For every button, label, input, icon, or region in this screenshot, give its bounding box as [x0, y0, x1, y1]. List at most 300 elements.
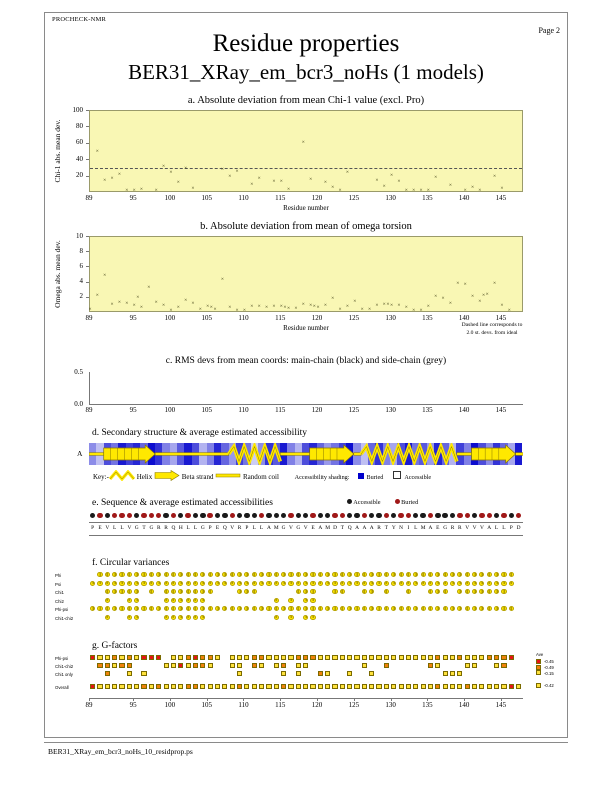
dot-cell: [346, 512, 353, 519]
data-point: ×: [103, 176, 107, 183]
cv-cell: [118, 581, 125, 587]
cv-tick: [180, 573, 181, 575]
cv-cell: [471, 598, 478, 604]
circular-variance-marker: [465, 572, 470, 577]
circular-variance-marker: [457, 606, 462, 611]
dot-cell: [331, 512, 338, 519]
gf-cell: [405, 684, 412, 690]
y-axis-tick: [86, 110, 89, 111]
cv-cell: [442, 581, 449, 587]
cv-cell: [434, 606, 441, 612]
cv-cell: [302, 572, 309, 578]
buried-residue-dot: [119, 513, 124, 518]
cv-cell: [412, 606, 419, 612]
dot-cell: [273, 512, 280, 519]
gfactor-box: [494, 655, 499, 660]
circular-variance-marker: [105, 606, 110, 611]
cv-cell: [295, 572, 302, 578]
cv-tick: [430, 573, 431, 575]
data-point: ×: [301, 139, 305, 146]
circular-variance-marker: [141, 606, 146, 611]
cv-cell: [199, 606, 206, 612]
sequence-letter: V: [289, 525, 293, 531]
circular-variance-marker: [509, 606, 514, 611]
gf-cell: [221, 671, 228, 677]
circular-variance-marker: [472, 572, 477, 577]
circular-variance-marker: [354, 572, 359, 577]
circular-variance-marker: [310, 606, 315, 611]
cv-tick: [371, 573, 372, 575]
gf-cell: [478, 663, 485, 669]
x-axis-tick-label: 95: [129, 194, 137, 202]
gf-cell: [375, 663, 382, 669]
cv-cell: [111, 606, 118, 612]
gfactor-box: [237, 671, 242, 676]
cv-cell: [375, 606, 382, 612]
cv-cell: [295, 615, 302, 621]
sequence-letter: E: [436, 525, 440, 531]
circular-variance-marker: [164, 589, 169, 594]
cv-tick: [430, 582, 431, 584]
dot-cell: [214, 512, 221, 519]
cv-cell: [331, 572, 338, 578]
buried-residue-dot: [457, 513, 462, 518]
dot-cell: [383, 512, 390, 519]
cv-cell: [96, 606, 103, 612]
gf-cell: [478, 655, 485, 661]
sequence-letter: T: [384, 525, 389, 531]
gf-cell: [427, 684, 434, 690]
gf-cell: [243, 663, 250, 669]
cv-tick: [92, 582, 93, 584]
gf-cell: [89, 671, 96, 677]
dot-cell: [390, 512, 397, 519]
gf-cell: [442, 655, 449, 661]
cv-cell: [493, 615, 500, 621]
circular-variance-marker: [472, 589, 477, 594]
gf-cell: [126, 684, 133, 690]
circular-variance-marker: [391, 606, 396, 611]
circular-variance-marker: [391, 572, 396, 577]
cv-tick: [144, 582, 145, 584]
circular-variance-marker: [376, 572, 381, 577]
gfactor-box: [127, 663, 132, 668]
cv-tick: [269, 607, 270, 609]
data-point: ×: [235, 306, 239, 313]
data-point: ×: [110, 300, 114, 307]
cv-cell: [192, 598, 199, 604]
cv-tick: [276, 607, 277, 609]
gf-cell: [309, 663, 316, 669]
gf-cell: [214, 671, 221, 677]
cv-cell: [508, 615, 515, 621]
gf-cell: [412, 655, 419, 661]
cv-cell: [221, 615, 228, 621]
y-axis-tick-label: 40: [76, 154, 83, 163]
cv-tick: [408, 582, 409, 584]
cv-cell: [170, 598, 177, 604]
cv-tick: [217, 607, 218, 609]
gf-row: [89, 655, 523, 661]
cv-cell: [118, 589, 125, 595]
data-point: ×: [242, 306, 247, 313]
cv-tick: [408, 573, 409, 575]
data-point: ×: [419, 186, 423, 193]
gf-cell: [295, 671, 302, 677]
circular-variance-marker: [208, 606, 213, 611]
circular-variance-marker: [266, 606, 271, 611]
dot-cell: [361, 512, 368, 519]
cv-cell: [295, 589, 302, 595]
circular-variance-marker: [435, 606, 440, 611]
cv-cell: [111, 581, 118, 587]
circular-variance-marker: [252, 581, 257, 586]
panel-b-title: b. Absolute deviation from mean of omega torsion: [200, 221, 412, 232]
cv-tick: [114, 590, 115, 592]
circular-variance-marker: [134, 606, 139, 611]
circular-variance-marker: [443, 581, 448, 586]
sequence-letter: L: [494, 525, 499, 531]
circular-variance-marker: [274, 615, 279, 620]
cv-cell: [199, 598, 206, 604]
gf-x-tick-label: 110: [238, 701, 249, 709]
cv-cell: [493, 606, 500, 612]
cv-cell: [302, 598, 309, 604]
gf-cell: [397, 684, 404, 690]
gf-cell: [148, 663, 155, 669]
sequence-letter: P: [245, 525, 249, 531]
circular-variance-marker: [399, 572, 404, 577]
circular-variance-marker: [178, 589, 183, 594]
gfactor-box: [384, 684, 389, 689]
cv-cell: [449, 598, 456, 604]
cv-cell: [405, 572, 412, 578]
gf-row-label: Chi1-chi2: [55, 664, 74, 669]
buried-residue-dot: [362, 513, 367, 518]
cv-cell: [346, 606, 353, 612]
dot-cell: [221, 512, 228, 519]
gf-cell: [104, 684, 111, 690]
x-axis-label: Residue number: [283, 324, 329, 332]
gfactor-box: [105, 655, 110, 660]
cv-tick: [291, 582, 292, 584]
gf-cell: [155, 684, 162, 690]
circular-variance-marker: [288, 581, 293, 586]
circular-variance-marker: [186, 606, 191, 611]
panel-f-title: f. Circular variances: [92, 558, 170, 568]
gfactor-box: [391, 655, 396, 660]
gf-cell: [162, 655, 169, 661]
cv-cell: [515, 606, 522, 612]
gf-cell: [471, 663, 478, 669]
cv-cell: [126, 615, 133, 621]
gfactor-box: [97, 655, 102, 660]
gf-cell: [273, 663, 280, 669]
dot-cell: [96, 512, 103, 519]
gf-cell: [251, 684, 258, 690]
cv-tick: [122, 582, 123, 584]
cv-cell: [184, 572, 191, 578]
gfactor-box: [274, 655, 279, 660]
dot-cell: [449, 512, 456, 519]
cv-cell: [287, 581, 294, 587]
cv-cell: [331, 606, 338, 612]
circular-variance-marker: [369, 606, 374, 611]
cv-cell: [405, 615, 412, 621]
data-point: ×: [470, 293, 475, 300]
cv-cell: [280, 572, 287, 578]
gfactor-box: [105, 663, 110, 668]
circular-variance-marker: [215, 572, 220, 577]
dot-cell: [324, 512, 331, 519]
data-point: ×: [375, 302, 379, 309]
circular-variance-marker: [479, 606, 484, 611]
gf-cell: [89, 655, 96, 661]
cv-tick: [188, 607, 189, 609]
cv-cell: [508, 572, 515, 578]
gfactor-box: [208, 655, 213, 660]
cv-cell: [361, 581, 368, 587]
cv-cell: [104, 615, 111, 621]
gfactor-box: [127, 671, 132, 676]
data-point: ×: [390, 302, 394, 309]
accessible-residue-dot: [376, 513, 381, 518]
cv-tick: [467, 573, 468, 575]
dot-cell: [302, 512, 309, 519]
circular-variance-marker: [281, 606, 286, 611]
cv-tick: [202, 599, 203, 601]
dot-cell: [184, 512, 191, 519]
circular-variance-marker: [149, 581, 154, 586]
cv-cell: [515, 615, 522, 621]
cv-tick: [474, 582, 475, 584]
dot-cell: [442, 512, 449, 519]
gf-cell: [280, 684, 287, 690]
gf-cell: [199, 655, 206, 661]
cv-tick: [504, 607, 505, 609]
cv-tick: [313, 590, 314, 592]
gf-cell: [405, 655, 412, 661]
buried-residue-dot: [207, 513, 212, 518]
dot-cell: [508, 512, 515, 519]
cv-cell: [133, 598, 140, 604]
circular-variance-marker: [200, 606, 205, 611]
data-point: ×: [191, 300, 195, 307]
circular-variance-marker: [310, 581, 315, 586]
circular-variance-marker: [428, 581, 433, 586]
gf-cell: [383, 655, 390, 661]
cv-cell: [471, 606, 478, 612]
cv-tick: [114, 582, 115, 584]
circular-variance-marker: [200, 581, 205, 586]
cv-tick: [283, 573, 284, 575]
accessible-residue-dot: [391, 513, 396, 518]
cv-tick: [202, 582, 203, 584]
y-axis-tick-label: 6: [79, 261, 83, 270]
circular-variance-marker: [178, 598, 183, 603]
cv-tick: [305, 616, 306, 618]
cv-tick: [210, 573, 211, 575]
gf-cell: [184, 671, 191, 677]
cv-tick: [136, 607, 137, 609]
sequence-letter: L: [414, 525, 418, 531]
cv-tick: [445, 607, 446, 609]
cv-tick: [144, 607, 145, 609]
gfactor-box: [186, 684, 191, 689]
c-x-tick-label: 120: [311, 406, 323, 414]
cv-cell: [331, 589, 338, 595]
dot-cell: [464, 512, 471, 519]
cv-cell: [324, 606, 331, 612]
gfactor-box: [457, 671, 462, 676]
circular-variance-marker: [178, 615, 183, 620]
sequence-letter: M: [325, 525, 331, 531]
circular-variance-marker: [105, 589, 110, 594]
data-point: ×: [161, 163, 166, 169]
gf-cell: [148, 671, 155, 677]
cv-tick: [151, 582, 152, 584]
cv-tick: [276, 616, 277, 618]
buried-residue-dot: [487, 513, 492, 518]
circular-variance-marker: [288, 606, 293, 611]
cv-cell: [493, 572, 500, 578]
cv-cell: [324, 598, 331, 604]
cv-cell: [500, 581, 507, 587]
cv-tick: [188, 590, 189, 592]
accessible-residue-dot: [472, 513, 477, 518]
gfactor-box: [362, 655, 367, 660]
gfactor-box: [141, 684, 146, 689]
data-point: ×: [283, 303, 287, 310]
x-axis-tick-label: 100: [164, 194, 176, 202]
gfactor-box: [391, 684, 396, 689]
cv-tick: [415, 607, 416, 609]
x-axis-tick-label: 130: [385, 194, 396, 202]
circular-variance-marker: [259, 581, 264, 586]
circular-variance-marker: [193, 598, 198, 603]
gf-cell: [192, 655, 199, 661]
gf-cell: [375, 671, 382, 677]
data-point: ×: [228, 173, 232, 180]
gfactor-box: [127, 684, 132, 689]
cv-tick: [474, 607, 475, 609]
cv-tick: [460, 607, 461, 609]
cv-cell: [192, 572, 199, 578]
gf-axis-line: [89, 698, 523, 699]
accessible-residue-dot: [354, 513, 359, 518]
gf-cell: [493, 655, 500, 661]
dot-cell: [207, 512, 214, 519]
circular-variance-marker: [450, 581, 455, 586]
sequence-letter: A: [487, 525, 492, 531]
buried-residue-dot: [97, 513, 102, 518]
data-point: ×: [360, 306, 364, 313]
gf-legend-value: -0.15: [544, 670, 554, 676]
circular-variance-marker: [119, 606, 124, 611]
c-y-tick-label: 0.5: [74, 367, 83, 376]
gf-cell: [89, 684, 96, 690]
gf-cell: [170, 684, 177, 690]
circular-variance-marker: [354, 606, 359, 611]
cv-cell: [390, 581, 397, 587]
gf-cell: [155, 671, 162, 677]
data-point: ×: [323, 302, 327, 309]
circular-variance-marker: [112, 572, 117, 577]
gf-cell: [427, 655, 434, 661]
gfactor-box: [354, 684, 359, 689]
cv-cell: [295, 606, 302, 612]
circular-variance-marker: [105, 572, 110, 577]
cv-tick: [225, 573, 226, 575]
gf-cell: [295, 655, 302, 661]
dot-cell: [162, 512, 169, 519]
gf-x-tick-label: 120: [311, 701, 323, 709]
accessible-residue-dot: [420, 513, 425, 518]
gfactor-box: [413, 684, 418, 689]
gfactor-box: [465, 663, 470, 668]
gf-cell: [464, 684, 471, 690]
circular-variance-marker: [97, 606, 102, 611]
cv-cell: [192, 615, 199, 621]
circular-variance-marker: [164, 598, 169, 603]
cv-tick: [482, 573, 483, 575]
cv-cell: [177, 572, 184, 578]
gfactor-box: [318, 684, 323, 689]
dot-cell: [118, 512, 125, 519]
cv-cell: [419, 606, 426, 612]
data-point: ×: [312, 303, 316, 310]
data-point: ×: [95, 291, 99, 298]
data-point: ×: [426, 303, 430, 310]
sequence-letter: E: [215, 525, 220, 531]
gf-cell: [375, 684, 382, 690]
sequence-letter: E: [311, 525, 315, 531]
data-point: ×: [176, 179, 180, 186]
cv-tick: [210, 607, 211, 609]
circular-variance-marker: [97, 572, 102, 577]
data-point: ×: [154, 299, 158, 306]
circular-variance-marker: [362, 581, 367, 586]
cv-tick: [460, 573, 461, 575]
circular-variance-marker: [186, 598, 191, 603]
cv-cell: [368, 589, 375, 595]
cv-tick: [445, 590, 446, 592]
cv-cell: [427, 606, 434, 612]
data-point: ×: [500, 302, 504, 309]
cv-cell: [177, 581, 184, 587]
gf-cell: [353, 663, 360, 669]
cv-tick: [173, 582, 174, 584]
cv-cell: [317, 589, 324, 595]
cv-tick: [320, 607, 321, 609]
gfactor-box: [443, 684, 448, 689]
x-axis-tick-label: 120: [311, 194, 323, 202]
data-point: ×: [228, 303, 232, 310]
dot-cell: [339, 512, 346, 519]
cv-tick: [401, 582, 402, 584]
cv-cell: [236, 606, 243, 612]
cv-cell: [287, 606, 294, 612]
cv-tick: [107, 599, 108, 601]
cv-tick: [180, 616, 181, 618]
dot-cell: [493, 512, 500, 519]
gf-cell: [434, 663, 441, 669]
sequence-letter: H: [178, 525, 183, 531]
cv-cell: [302, 581, 309, 587]
cv-tick: [482, 582, 483, 584]
cv-tick: [423, 607, 424, 609]
circular-variance-marker: [421, 606, 426, 611]
